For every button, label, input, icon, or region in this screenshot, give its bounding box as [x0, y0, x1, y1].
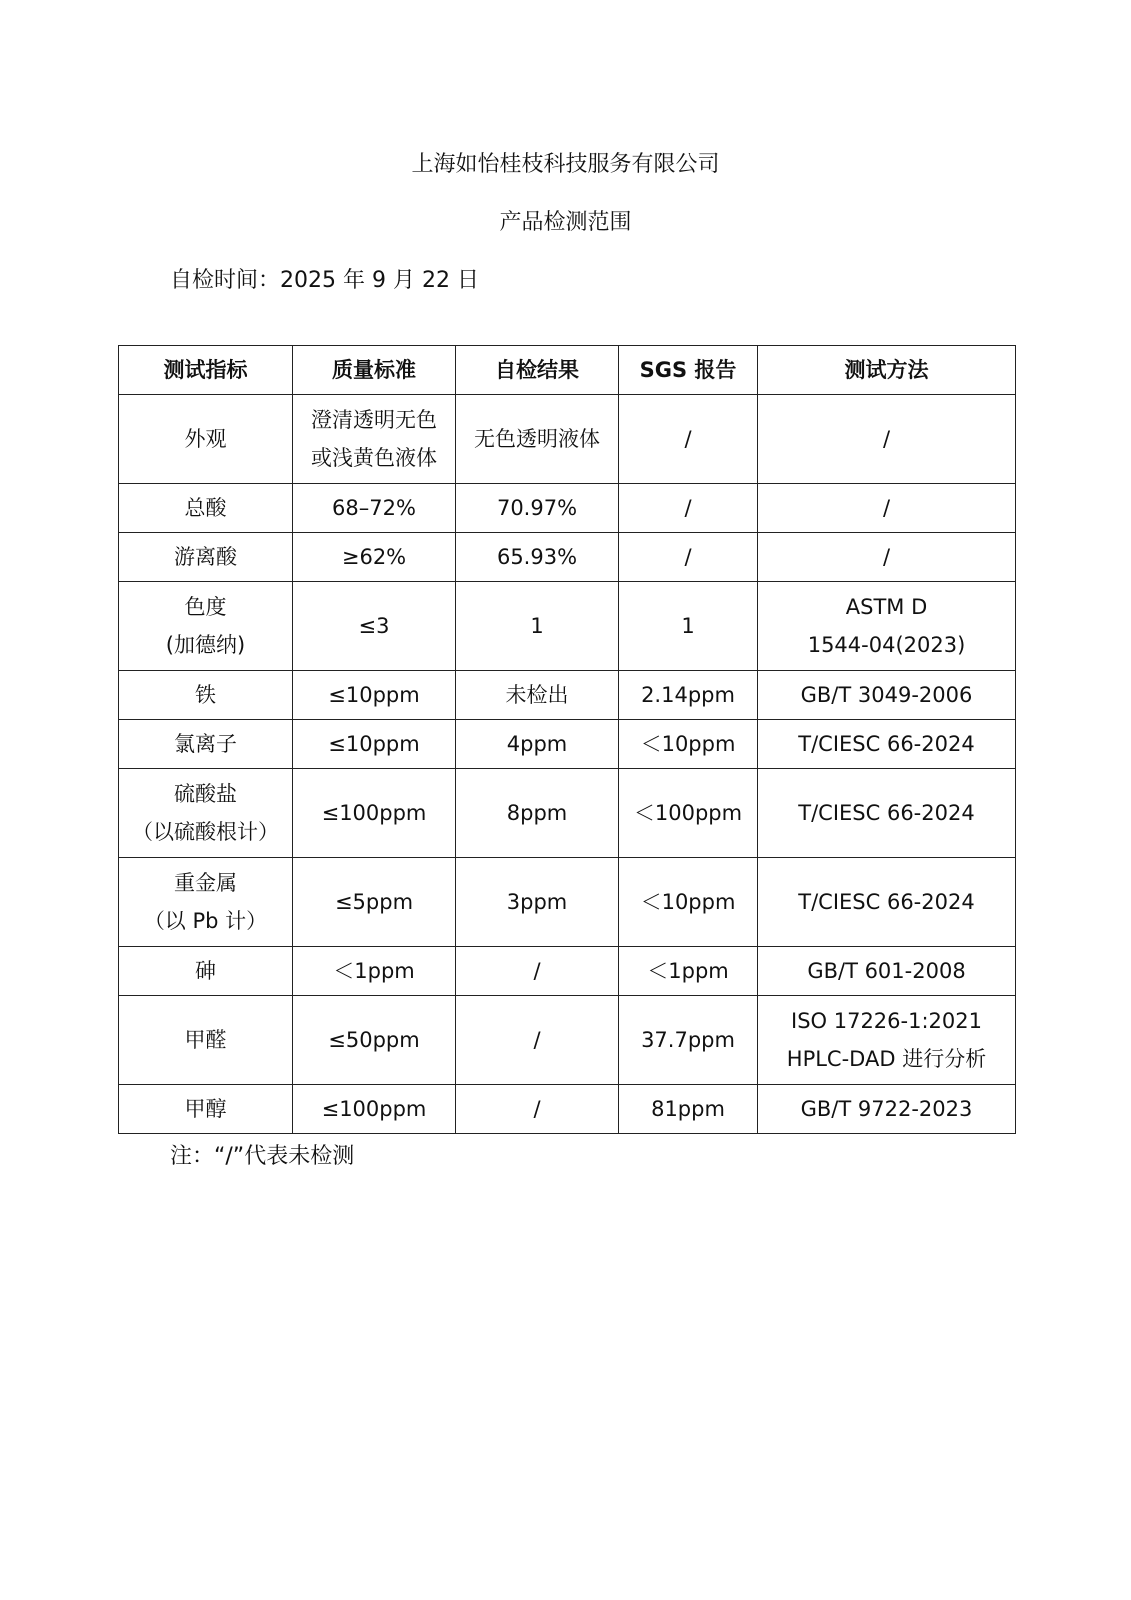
cell-self-check-line: / — [533, 1097, 541, 1121]
column-header-method: 测试方法 — [758, 346, 1016, 395]
cell-sgs-report-line: / — [684, 427, 692, 451]
cell-self-check — [456, 769, 619, 858]
cell-item — [119, 484, 293, 533]
cell-test-method — [758, 947, 1016, 996]
cell-sgs-report-line: 37.7ppm — [641, 1028, 735, 1052]
cell-test-method-line: GB/T 9722-2023 — [800, 1097, 973, 1121]
cell-standard-line: ＜1ppm — [333, 959, 415, 983]
cell-item — [119, 996, 293, 1085]
table-row — [119, 996, 1016, 1085]
cell-standard — [293, 996, 456, 1085]
cell-item-line: 氯离子 — [174, 732, 237, 756]
cell-self-check — [456, 947, 619, 996]
cell-sgs-report-line: / — [684, 545, 692, 569]
cell-test-method-line: / — [882, 496, 891, 520]
table-row — [119, 947, 1016, 996]
cell-test-method-line: T/CIESC 66-2024 — [798, 890, 975, 914]
cell-item — [119, 858, 293, 947]
cell-self-check-line: 3ppm — [506, 890, 568, 914]
cell-test-method — [758, 582, 1016, 671]
cell-sgs-report-line: ＜100ppm — [633, 801, 743, 825]
cell-standard-line: ≤100ppm — [321, 1097, 427, 1121]
cell-sgs-report-line: / — [684, 496, 692, 520]
cell-test-method — [758, 996, 1016, 1085]
cell-sgs-report-line: ＜10ppm — [640, 732, 736, 756]
cell-test-method-line: ASTM D — [845, 595, 928, 619]
cell-standard — [293, 533, 456, 582]
cell-standard-line: ≤50ppm — [328, 1028, 420, 1052]
table-header-row — [119, 346, 1016, 395]
cell-item-line: 硫酸盐 — [174, 782, 237, 806]
cell-self-check — [456, 582, 619, 671]
cell-sgs-report — [619, 858, 758, 947]
cell-item — [119, 533, 293, 582]
cell-test-method-line: GB/T 601-2008 — [807, 959, 966, 983]
column-header-sgs: SGS 报告 — [619, 346, 758, 395]
cell-item-line: 甲醛 — [184, 1028, 227, 1052]
table-row — [119, 720, 1016, 769]
cell-item — [119, 395, 293, 484]
cell-test-method — [758, 484, 1016, 533]
cell-item-line: （以硫酸根计） — [132, 820, 279, 844]
cell-standard-line: 澄清透明无色 — [311, 408, 437, 432]
table-row — [119, 484, 1016, 533]
cell-item — [119, 671, 293, 720]
cell-standard-line: ≤100ppm — [321, 801, 427, 825]
cell-standard-line: ≤10ppm — [328, 732, 420, 756]
cell-item-line: （以 Pb 计） — [143, 909, 268, 933]
cell-sgs-report — [619, 947, 758, 996]
cell-standard-line: 68–72% — [332, 496, 416, 520]
cell-test-method-line: T/CIESC 66-2024 — [798, 732, 975, 756]
cell-sgs-report-line: ＜10ppm — [640, 890, 736, 914]
cell-standard — [293, 858, 456, 947]
cell-standard-line: ≤10ppm — [328, 683, 420, 707]
cell-standard — [293, 1085, 456, 1134]
cell-item-line: 铁 — [195, 683, 216, 707]
cell-test-method — [758, 671, 1016, 720]
cell-self-check — [456, 996, 619, 1085]
cell-self-check-line: 70.97% — [496, 496, 578, 520]
cell-item-line: 色度 — [184, 595, 227, 619]
cell-item-line: 砷 — [195, 959, 216, 983]
cell-self-check-line: / — [533, 959, 541, 983]
cell-sgs-report-line: ＜1ppm — [647, 959, 729, 983]
cell-self-check-line: 65.93% — [496, 545, 578, 569]
table-row — [119, 1085, 1016, 1134]
cell-standard — [293, 947, 456, 996]
cell-test-method-line: HPLC-DAD 进行分析 — [786, 1047, 987, 1071]
cell-sgs-report — [619, 996, 758, 1085]
table-row — [119, 582, 1016, 671]
cell-self-check — [456, 533, 619, 582]
cell-item — [119, 769, 293, 858]
table-row — [119, 769, 1016, 858]
cell-test-method — [758, 720, 1016, 769]
cell-self-check — [456, 484, 619, 533]
cell-test-method-line: 1544-04(2023) — [807, 633, 966, 657]
cell-test-method — [758, 533, 1016, 582]
cell-test-method — [758, 858, 1016, 947]
table-row — [119, 671, 1016, 720]
cell-test-method-line: ISO 17226-1:2021 — [791, 1009, 982, 1033]
cell-test-method-line: T/CIESC 66-2024 — [798, 801, 975, 825]
cell-item — [119, 947, 293, 996]
cell-item-line: 总酸 — [184, 496, 227, 520]
cell-test-method — [758, 1085, 1016, 1134]
document-title: 产品检测范围 — [499, 210, 632, 235]
cell-test-method — [758, 395, 1016, 484]
cell-sgs-report-line: 2.14ppm — [641, 683, 735, 707]
cell-sgs-report — [619, 720, 758, 769]
cell-item — [119, 582, 293, 671]
cell-sgs-report — [619, 671, 758, 720]
cell-sgs-report — [619, 1085, 758, 1134]
table-row — [119, 533, 1016, 582]
cell-standard-line: ≤3 — [358, 614, 390, 638]
footnote: 注：“/”代表未检测 — [170, 1144, 355, 1169]
cell-standard — [293, 395, 456, 484]
cell-self-check-line: 无色透明液体 — [474, 427, 600, 451]
cell-sgs-report-line: 81ppm — [651, 1097, 725, 1121]
table-body — [119, 395, 1016, 1134]
table-row — [119, 395, 1016, 484]
cell-self-check-line: 未检出 — [505, 683, 569, 707]
cell-self-check-line: 4ppm — [506, 732, 568, 756]
cell-self-check — [456, 720, 619, 769]
column-header-self-check: 自检结果 — [456, 346, 619, 395]
cell-self-check — [456, 858, 619, 947]
cell-standard — [293, 582, 456, 671]
column-header-standard: 质量标准 — [293, 346, 456, 395]
table-row — [119, 858, 1016, 947]
cell-standard — [293, 671, 456, 720]
cell-self-check-line: 1 — [530, 614, 544, 638]
cell-sgs-report-line: 1 — [681, 614, 695, 638]
cell-test-method-line: GB/T 3049-2006 — [800, 683, 973, 707]
cell-standard — [293, 720, 456, 769]
cell-item-line: 外观 — [184, 427, 227, 451]
cell-self-check — [456, 1085, 619, 1134]
cell-self-check — [456, 671, 619, 720]
cell-self-check-line: 8ppm — [506, 801, 568, 825]
cell-self-check-line: / — [533, 1028, 541, 1052]
cell-self-check — [456, 395, 619, 484]
cell-standard — [293, 769, 456, 858]
cell-standard-line: 或浅黄色液体 — [311, 446, 437, 470]
cell-test-method-line: / — [882, 545, 891, 569]
cell-standard — [293, 484, 456, 533]
cell-sgs-report — [619, 484, 758, 533]
cell-item — [119, 720, 293, 769]
cell-item-line: 甲醇 — [184, 1097, 227, 1121]
cell-item-line: (加德纳) — [165, 633, 246, 657]
cell-test-method — [758, 769, 1016, 858]
cell-sgs-report — [619, 533, 758, 582]
cell-standard-line: ≤5ppm — [334, 890, 414, 914]
cell-item-line: 游离酸 — [174, 545, 237, 569]
cell-item — [119, 1085, 293, 1134]
cell-test-method-line: / — [882, 427, 891, 451]
company-name: 上海如怡桂枝科技服务有限公司 — [411, 152, 720, 177]
inspection-date: 自检时间：2025 年 9 月 22 日 — [170, 268, 479, 293]
cell-standard-line: ≥62% — [341, 545, 407, 569]
column-header-item: 测试指标 — [119, 346, 293, 395]
cell-sgs-report — [619, 582, 758, 671]
cell-sgs-report — [619, 769, 758, 858]
inspection-table — [118, 345, 1016, 1134]
cell-sgs-report — [619, 395, 758, 484]
cell-item-line: 重金属 — [174, 871, 237, 895]
